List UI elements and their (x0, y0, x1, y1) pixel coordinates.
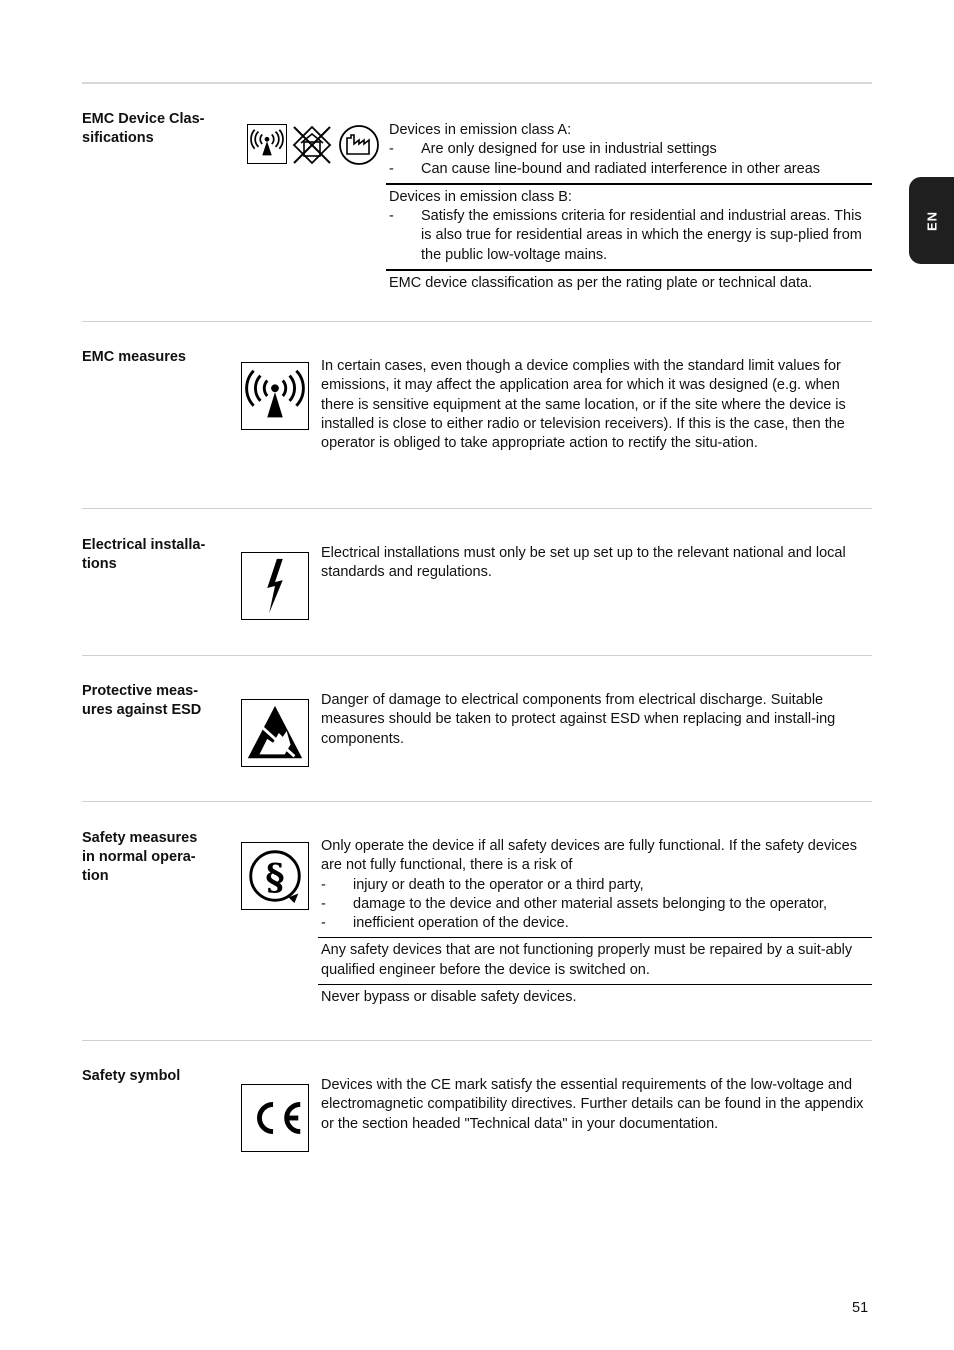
radio-emission-icon (247, 124, 287, 164)
emc-classification-content (386, 118, 872, 297)
crossed-house-icon (291, 124, 333, 166)
emc-measures-text: In certain cases, even though a device complies with the standard limit values for emissions, it may affect the application area for which it was designed (e.g. when there is sensitive equipment at the same location, or if the site where the device is installed is close to either radio or television receivers). If this is the case, then the operator is obliged to take appropriate action to rectify the situ-ation. (321, 358, 846, 452)
factory-icon (338, 124, 380, 166)
classification-note: EMC device classification as per the rating plate or technical data. (389, 275, 813, 292)
svg-text:§: § (265, 854, 285, 899)
section-heading-emc-measures: EMC measures (82, 349, 186, 365)
lightning-icon (241, 552, 309, 620)
radio-emission-icon (241, 362, 309, 430)
class-a-title: Devices in emission class A: (389, 122, 572, 138)
esd-hand-icon (241, 699, 309, 767)
section-heading-safety-measures: Safety measures in normal opera- tion (82, 830, 198, 884)
section-divider (82, 321, 872, 322)
ce-mark-icon (241, 1084, 309, 1152)
safety-never-note: Never bypass or disable safety devices. (321, 989, 577, 1006)
list-item: - damage to the device and other material assets belonging to the operator, (321, 895, 827, 912)
safety-repair-note: Any safety devices that are not functioning properly must be repaired by a suit-ably qualified engineer before the device is switched on. (321, 942, 853, 978)
list-item: - injury or death to the operator or a third party, (321, 876, 644, 893)
section-divider (82, 655, 872, 656)
paragraph-icon (241, 842, 309, 910)
section-divider (82, 801, 872, 802)
safety-measures-content (318, 834, 872, 1011)
list-item: - Satisfy the emissions criteria for residential and industrial areas. This is also true for residential areas in which the energy is sup-plied from the public low-voltage mains. (389, 208, 862, 263)
section-heading-electrical-installations: Electrical installa- tions (82, 537, 206, 572)
section-heading-safety-symbol: Safety symbol (82, 1068, 181, 1084)
language-tab (909, 177, 954, 264)
language-tab-label: EN (924, 210, 939, 231)
class-b-title: Devices in emission class B: (389, 188, 572, 205)
page-number: 51 (852, 1300, 869, 1316)
list-item: - Are only designed for use in industrial settings (389, 141, 717, 158)
list-item: - inefficient operation of the device. (321, 915, 569, 932)
esd-text: Danger of damage to electrical components from electrical discharge. Suitable measures should be taken to protect against ESD when replacing and install-ing components. (321, 692, 836, 747)
section-heading-emc-classifications: EMC Device Clas- sifications (82, 111, 205, 146)
electrical-installations-text: Electrical installations must only be set up set up to the relevant national and local standards and regulations. (321, 545, 846, 581)
section-divider (82, 508, 872, 509)
list-item: - Can cause line-bound and radiated interference in other areas (389, 160, 821, 177)
section-divider (82, 1040, 872, 1041)
section-heading-esd: Protective meas- ures against ESD (82, 683, 202, 718)
safety-symbol-text: Devices with the CE mark satisfy the essential requirements of the low-voltage and electromagnetic compatibility directives. Further details can be found in the appendix or the section headed "Technical data" in your documentation. (321, 1077, 864, 1132)
section-divider (82, 82, 872, 84)
safety-intro: Only operate the device if all safety devices are fully functional. If the safety devices are not fully functional, there is a risk of (321, 838, 857, 874)
